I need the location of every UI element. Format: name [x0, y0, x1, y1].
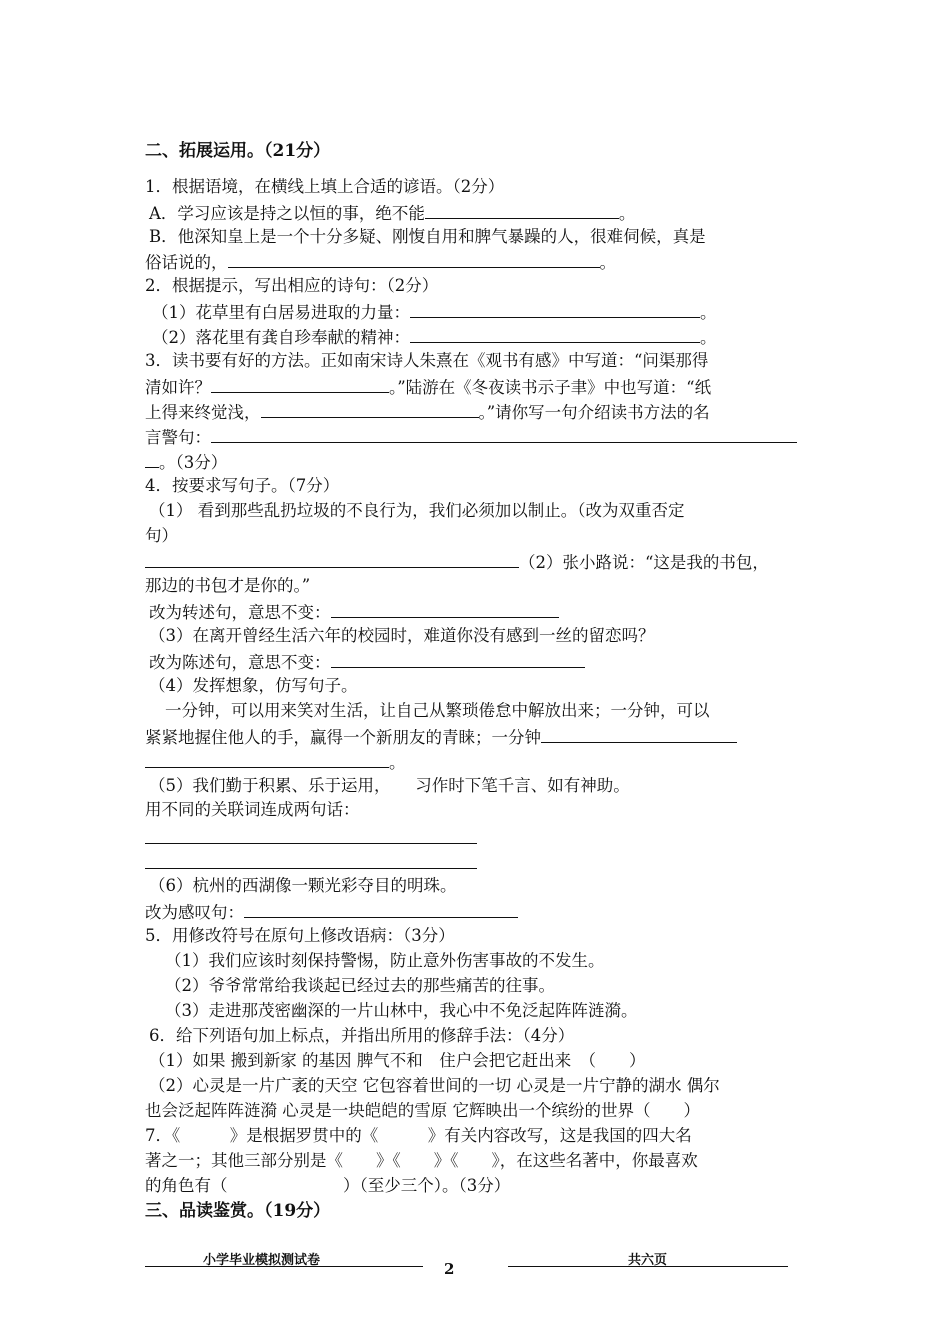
q3-l3a: 上得来终觉浅，	[145, 403, 261, 422]
q3-line-5	[145, 449, 227, 475]
q4-item-5: （5）我们勤于积累、乐于运用， 习作时下笔千言、如有神助。	[149, 776, 630, 795]
q4-answer-blank-4	[541, 724, 737, 743]
q7-line-2: 著之一；其他三部分别是《 》《 》《 》，在这些名著中，你最喜欢	[145, 1151, 698, 1170]
q3-line-1: 3．读书要有好的方法。正如南宋诗人朱熹在《观书有感》中写道：“问渠那得	[145, 351, 709, 370]
q6-item-2: （2）心灵是一片广袤的天空 它包容着世间的一切 心灵是一片宁静的湖水 偶尔	[149, 1076, 720, 1095]
q5-item-2: （2）爷爷常常给我谈起已经过去的那些痛苦的往事。	[165, 976, 555, 995]
q5-item-3: （3）走进那茂密幽深的一片山林中，我心中不免泛起阵阵涟漪。	[165, 1001, 638, 1020]
q4-item-6-prompt	[145, 899, 518, 925]
q4-item-4: （4）发挥想象，仿写句子。	[149, 676, 358, 695]
q4-s2c: 改为转述句，意思不变：	[149, 603, 331, 622]
q3-l3b: 。”请你写一句介绍读书方法的名	[478, 403, 710, 422]
q1-b-blank	[228, 249, 600, 268]
q4-answer-blank-1	[145, 549, 519, 568]
q4-item-2-prompt	[149, 599, 559, 625]
q3-l5: 。（3分）	[159, 453, 228, 472]
footer-rule-left	[145, 1266, 423, 1267]
q5-stem: 5．用修改符号在原句上修改语病：（3分）	[145, 926, 455, 945]
q6-item-2-cont: 也会泛起阵阵涟漪 心灵是一块皑皑的雪原 它辉映出一个缤纷的世界（ ）	[145, 1101, 700, 1120]
q4-item-4-line2	[145, 724, 737, 750]
q4-item-4-line3: 。	[145, 749, 406, 775]
q1-option-b-line1: B．他深知皇上是一个十分多疑、刚愎自用和脾气暴躁的人，很难伺候，真是	[149, 227, 706, 246]
q4-item-4-line1: 一分钟，可以用来笑对生活，让自己从繁琐倦怠中解放出来；一分钟，可以	[165, 701, 710, 720]
q4-item-2: （2）张小路说：“这是我的书包，	[519, 553, 769, 572]
q3-blank-3-cont	[145, 449, 159, 468]
footer-title: 小学毕业模拟测试卷	[203, 1253, 321, 1268]
page-number: 2	[444, 1260, 455, 1278]
footer-total-pages: 共六页	[628, 1253, 668, 1268]
q3-line-3	[145, 399, 710, 425]
q4-item-1: （1） 看到那些乱扔垃圾的不良行为，我们必须加以制止。（改为双重否定	[149, 501, 685, 520]
q4-s6b: 改为感叹句：	[145, 903, 244, 922]
q5-item-1: （1）我们应该时刻保持警惕，防止意外伤害事故的不发生。	[165, 951, 605, 970]
q2-p1-text: （1）花草里有白居易进取的力量：	[152, 303, 410, 322]
q4-answer-line-5b	[145, 868, 477, 869]
q2-stem: 2．根据提示，写出相应的诗句：（2分）	[145, 276, 439, 295]
q4-stem: 4．按要求写句子。（7分）	[145, 476, 340, 495]
q6-stem: 6．给下列语句加上标点，并指出所用的修辞手法：（4分）	[149, 1026, 575, 1045]
q3-l2b: 。”陆游在《冬夜读书示子聿》中也写道：“纸	[389, 378, 712, 397]
q3-line-4	[145, 424, 797, 450]
q1-b-text: 俗话说的，	[145, 253, 228, 272]
q4-item-3: （3）在离开曾经生活六年的校园时，难道你没有感到一丝的留恋吗？	[149, 626, 655, 645]
q4-s4b: 紧紧地握住他人的手，赢得一个新朋友的青睐；一分钟	[145, 728, 541, 747]
section-2-title: 二、拓展运用。（21分）	[145, 141, 331, 161]
q2-p1-blank	[410, 299, 700, 318]
q4-item-3-prompt	[149, 649, 585, 675]
section-3-title: 三、品读鉴赏。（19分）	[145, 1201, 331, 1221]
q4-answer-line-5a	[145, 843, 477, 844]
q4-answer-blank-3	[331, 649, 585, 668]
q1-a-blank	[425, 200, 619, 219]
q6-item-1: （1）如果 搬到新家 的基因 脾气不和 住户会把它赶出来 （ ）	[149, 1051, 646, 1070]
q1-stem: 1．根据语境，在横线上填上合适的谚语。（2分）	[145, 177, 505, 196]
q4-answer-blank-2	[331, 599, 559, 618]
q4-line-answer-1	[145, 549, 769, 575]
q2-item-1: （1）花草里有白居易进取的力量： 。	[152, 299, 717, 325]
q4-answer-blank-6	[244, 899, 518, 918]
q2-item-2: （2）落花里有龚自珍奉献的精神： 。	[152, 324, 717, 350]
q4-item-6: （6）杭州的西湖像一颗光彩夺目的明珠。	[149, 876, 457, 895]
q1-option-a: A．学习应该是持之以恒的事，绝不能 。	[149, 200, 635, 226]
q3-line-2	[145, 374, 711, 400]
q3-l2a: 清如许？	[145, 378, 211, 397]
q4-item-2-cont: 那边的书包才是你的。”	[145, 576, 311, 595]
q2-p2-blank	[410, 324, 700, 343]
q4-answer-blank-4-cont	[145, 749, 389, 768]
q7-line-1: 7．《 》是根据罗贯中的《 》有关内容改写，这是我国的四大名	[145, 1126, 692, 1145]
q1-a-text: A．学习应该是持之以恒的事，绝不能	[149, 204, 425, 223]
q2-p2-text: （2）落花里有龚自珍奉献的精神：	[152, 328, 410, 347]
q1-option-b-line2: 俗话说的， 。	[145, 249, 616, 275]
q4-item-5-prompt: 用不同的关联词连成两句话：	[145, 800, 360, 819]
q4-item-1-cont: 句）	[145, 526, 178, 545]
q3-blank-1	[211, 374, 389, 393]
q3-l4: 言警句：	[145, 428, 211, 447]
q4-s3c: 改为陈述句，意思不变：	[149, 653, 331, 672]
q7-line-3: 的角色有（ ）（至少三个）。（3分）	[145, 1176, 511, 1195]
q3-blank-3	[211, 424, 797, 443]
q3-blank-2	[261, 399, 479, 418]
